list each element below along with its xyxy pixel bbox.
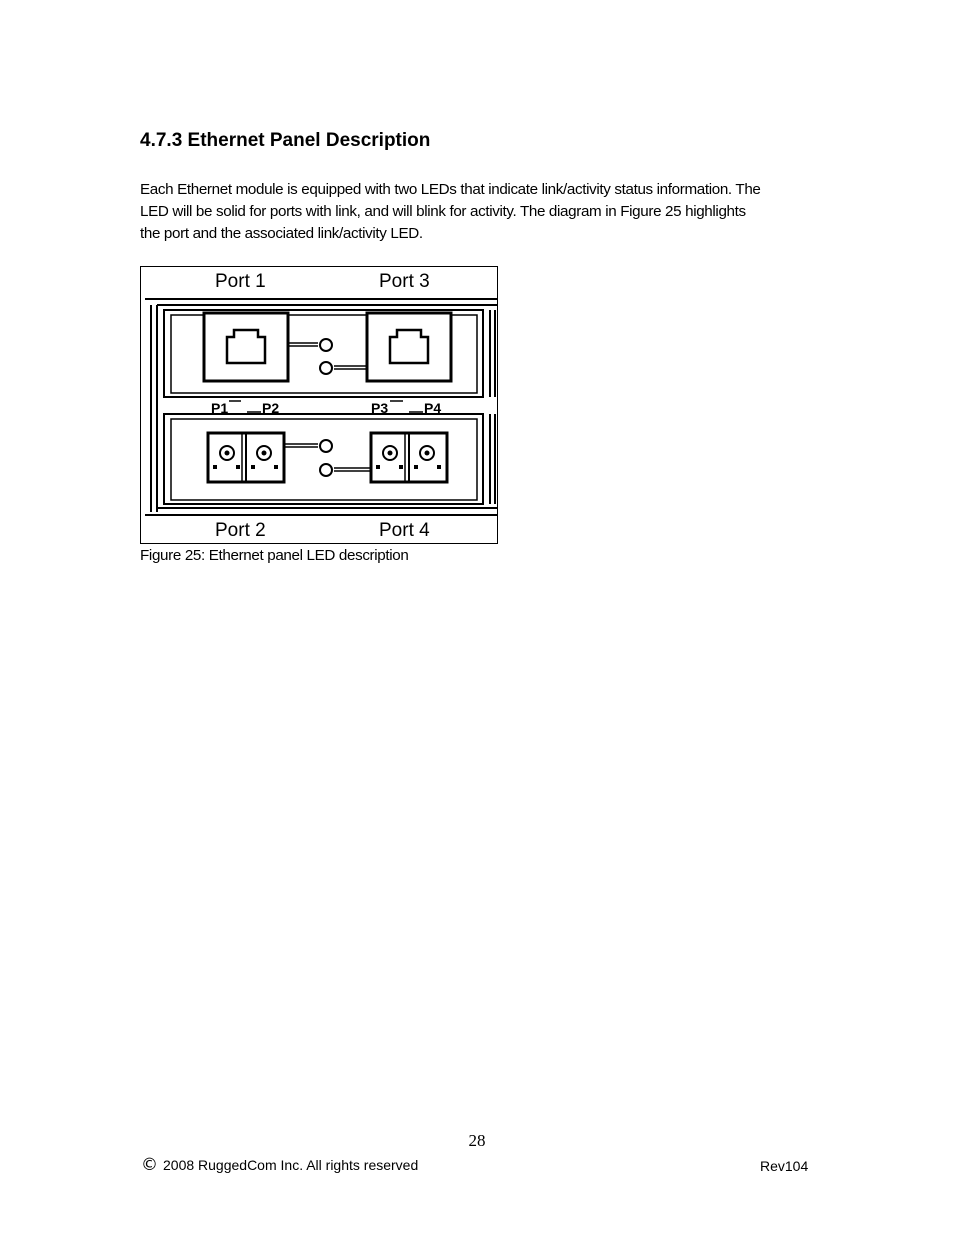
port-1-label: Port 1	[215, 271, 266, 292]
port-4-fiber	[371, 433, 447, 482]
port-3-label: Port 3	[379, 271, 430, 292]
page-number: 28	[468, 1131, 486, 1150]
footer-revision: Rev104	[760, 1158, 809, 1174]
port-4-led-leader	[334, 468, 371, 471]
port-2-fiber	[208, 433, 284, 482]
led-label-p1: P1	[211, 400, 229, 416]
ethernet-panel-figure	[140, 266, 498, 544]
port-4-led	[320, 464, 332, 476]
body-line: the port and the associated link/activity LED.	[140, 225, 423, 242]
copyright-icon: ©	[141, 1155, 158, 1175]
port-1-led-leader	[288, 343, 318, 346]
section-heading: 4.7.3 Ethernet Panel Description	[140, 130, 431, 151]
led-label-p2: P2	[262, 400, 280, 416]
body-line: LED will be solid for ports with link, and will blink for activity. The diagram in Figure 25 highlights	[140, 203, 746, 220]
port-3-rj45	[367, 313, 451, 381]
port-2-led	[320, 440, 332, 452]
port-2-label: Port 2	[215, 520, 266, 541]
port-1-led	[320, 339, 332, 351]
footer-copyright	[141, 1155, 418, 1175]
port-4-label: Port 4	[379, 520, 430, 541]
port-3-led	[320, 362, 332, 374]
port-1-rj45	[204, 313, 288, 381]
figure-caption: Figure 25: Ethernet panel LED description	[140, 547, 409, 564]
led-label-p4: P4	[424, 400, 442, 416]
bottom-module-right-edge	[490, 414, 495, 504]
body-paragraph	[140, 179, 820, 245]
copyright-text: 2008 RuggedCom Inc. All rights reserved	[163, 1157, 419, 1173]
port-3-led-leader	[334, 366, 367, 369]
port-2-led-leader	[284, 444, 318, 447]
body-line: Each Ethernet module is equipped with two LEDs that indicate link/activity status information. The	[140, 181, 761, 198]
ethernet-panel-diagram	[141, 267, 497, 543]
top-module-right-edge	[490, 310, 495, 397]
led-label-p3: P3	[371, 400, 389, 416]
